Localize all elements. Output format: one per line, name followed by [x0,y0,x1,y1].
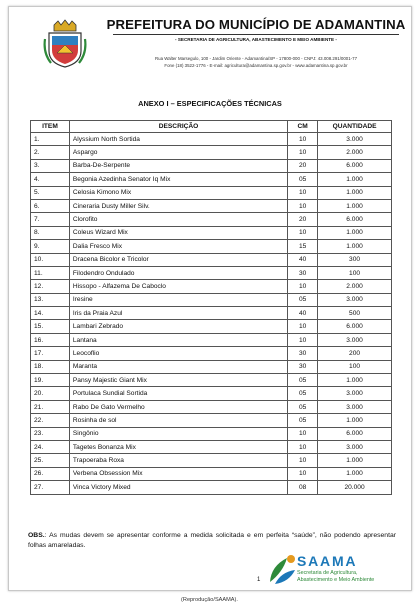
row-quantity-cell: 500 [318,307,392,320]
row-item-cell: 25. [31,454,70,467]
row-quantity-cell: 1.000 [318,226,392,239]
row-description-cell: Maranta [69,360,287,373]
row-item-cell: 16. [31,333,70,346]
table-row [31,186,392,199]
row-cm-cell: 10 [288,440,318,453]
row-cm-cell: 40 [288,307,318,320]
table-row [31,347,392,360]
row-description-cell: Tagetes Bonanza Mix [69,440,287,453]
row-item-cell: 11. [31,266,70,279]
observation-note [28,531,396,551]
table-row [31,414,392,427]
row-quantity-cell: 1.000 [318,374,392,387]
row-quantity-cell: 1.000 [318,186,392,199]
row-quantity-cell: 100 [318,360,392,373]
row-item-cell: 5. [31,186,70,199]
saama-logo [267,550,407,590]
row-quantity-cell: 1.000 [318,454,392,467]
row-item-cell: 27. [31,481,70,494]
specifications-table [30,120,392,495]
row-cm-cell: 10 [288,333,318,346]
prefecture-title: PREFEITURA DO MUNICÍPIO DE ADAMANTINA [106,17,406,32]
table-row [31,293,392,306]
row-cm-cell: 10 [288,280,318,293]
row-quantity-cell: 1.000 [318,414,392,427]
row-quantity-cell: 200 [318,347,392,360]
table-row [31,320,392,333]
row-description-cell: Alyssium North Sortida [69,133,287,146]
row-quantity-cell: 6.000 [318,320,392,333]
table-row [31,374,392,387]
row-item-cell: 18. [31,360,70,373]
secretariat-subtitle: - SECRETARIA DE AGRICULTURA, ABASTECIMENTO E MEIO AMBIENTE - [175,37,337,42]
row-item-cell: 23. [31,427,70,440]
table-row [31,226,392,239]
table-row [31,266,392,279]
saama-wordmark: SAAMA [297,553,358,569]
row-item-cell: 20. [31,387,70,400]
row-cm-cell: 10 [288,133,318,146]
table-row [31,213,392,226]
row-quantity-cell: 6.000 [318,427,392,440]
row-cm-cell: 05 [288,387,318,400]
row-cm-cell: 20 [288,159,318,172]
row-quantity-cell: 100 [318,266,392,279]
row-item-cell: 12. [31,280,70,293]
table-row [31,387,392,400]
row-item-cell: 4. [31,173,70,186]
row-description-cell: Leocoflio [69,347,287,360]
table-row [31,440,392,453]
row-description-cell: Pansy Majestic Giant Mix [69,374,287,387]
saama-subline-1: Secretaria de Agricultura, [297,570,358,576]
table-header-row [31,121,392,133]
table-row [31,467,392,480]
table-row [31,427,392,440]
row-cm-cell: 05 [288,293,318,306]
table-row [31,280,392,293]
row-quantity-cell: 1.000 [318,173,392,186]
table-row [31,454,392,467]
row-item-cell: 9. [31,240,70,253]
row-description-cell: Vinca Victory Mixed [69,481,287,494]
row-description-cell: Portulaca Sundial Sortida [69,387,287,400]
row-cm-cell: 10 [288,186,318,199]
row-description-cell: Coleus Wizard Mix [69,226,287,239]
row-cm-cell: 10 [288,467,318,480]
row-quantity-cell: 3.000 [318,400,392,413]
table-row [31,481,392,494]
row-description-cell: Lambari Zebrado [69,320,287,333]
row-item-cell: 3. [31,159,70,172]
row-cm-cell: 20 [288,213,318,226]
row-description-cell: Rosinha de sol [69,414,287,427]
row-description-cell: Verbena Obsession Mix [69,467,287,480]
row-description-cell: Barba-De-Serpente [69,159,287,172]
row-item-cell: 10. [31,253,70,266]
table-row [31,240,392,253]
saama-leaf-icon [267,552,297,586]
page-number: 1 [257,577,261,583]
table-row [31,133,392,146]
row-item-cell: 14. [31,307,70,320]
table-row [31,253,392,266]
annex-title: ANEXO I – ESPECIFICAÇÕES TÉCNICAS [138,99,282,108]
table-row [31,333,392,346]
row-item-cell: 22. [31,414,70,427]
row-quantity-cell: 1.000 [318,467,392,480]
header-quantity: QUANTIDADE [318,121,392,133]
table-row [31,360,392,373]
row-description-cell: Dracena Bicolor e Tricolor [69,253,287,266]
document-page [8,6,412,591]
table-row [31,400,392,413]
row-description-cell: Iresine [69,293,287,306]
table-row [31,199,392,212]
row-cm-cell: 05 [288,400,318,413]
row-description-cell: Begonia Azedinha Senator Iq Mix [69,173,287,186]
row-quantity-cell: 3.000 [318,133,392,146]
header-item: ITEM [31,121,70,133]
row-cm-cell: 10 [288,427,318,440]
table-row [31,173,392,186]
row-description-cell: Cineraria Dusty Miller Silv. [69,199,287,212]
row-item-cell: 6. [31,199,70,212]
row-cm-cell: 10 [288,146,318,159]
row-cm-cell: 05 [288,374,318,387]
row-item-cell: 13. [31,293,70,306]
row-cm-cell: 05 [288,173,318,186]
row-description-cell: Lantana [69,333,287,346]
row-quantity-cell: 3.000 [318,440,392,453]
row-cm-cell: 05 [288,414,318,427]
row-description-cell: Trapoeraba Roxa [69,454,287,467]
row-cm-cell: 08 [288,481,318,494]
image-caption: (Reprodução/SAAMA). [181,597,238,603]
row-item-cell: 24. [31,440,70,453]
row-quantity-cell: 6.000 [318,159,392,172]
row-cm-cell: 30 [288,347,318,360]
row-description-cell: Celosia Kimono Mix [69,186,287,199]
row-cm-cell: 30 [288,360,318,373]
address-line-2: Fone (18) 3522-1776 - E-mail: agricultura@adamantina.sp.gov.br - www.adamantina.sp.gov.br [164,62,348,68]
row-item-cell: 7. [31,213,70,226]
row-item-cell: 19. [31,374,70,387]
table-row [31,159,392,172]
row-description-cell: Iris da Praia Azul [69,307,287,320]
row-item-cell: 1. [31,133,70,146]
header-cm: CM [288,121,318,133]
row-description-cell: Clorofito [69,213,287,226]
row-quantity-cell: 300 [318,253,392,266]
header-description: DESCRIÇÃO [69,121,287,133]
obs-text: : As mudas devem se apresentar conforme a medida solicitada e em perfeita “saúde”, não podendo apresentar folhas amareladas. [28,532,396,549]
row-cm-cell: 15 [288,240,318,253]
row-quantity-cell: 6.000 [318,213,392,226]
row-description-cell: Singônio [69,427,287,440]
row-description-cell: Rabo De Gato Vermelho [69,400,287,413]
row-item-cell: 17. [31,347,70,360]
header-rule [113,34,399,35]
row-quantity-cell: 3.000 [318,293,392,306]
obs-label: OBS. [28,532,45,539]
row-quantity-cell: 1.000 [318,240,392,253]
row-quantity-cell: 2.000 [318,146,392,159]
saama-subline-2: Abastecimento e Meio Ambiente [297,577,375,583]
row-description-cell: Hissopo - Alfazema De Caboclo [69,280,287,293]
row-cm-cell: 10 [288,199,318,212]
row-quantity-cell: 2.000 [318,280,392,293]
row-description-cell: Dalia Fresco Mix [69,240,287,253]
municipal-crest-icon [43,19,87,69]
table-body [31,133,392,495]
row-item-cell: 15. [31,320,70,333]
row-description-cell: Filodendro Ondulado [69,266,287,279]
row-cm-cell: 10 [288,320,318,333]
row-item-cell: 2. [31,146,70,159]
table-row [31,307,392,320]
row-quantity-cell: 20.000 [318,481,392,494]
row-cm-cell: 10 [288,226,318,239]
row-quantity-cell: 1.000 [318,199,392,212]
row-cm-cell: 40 [288,253,318,266]
row-item-cell: 21. [31,400,70,413]
row-description-cell: Aspargo [69,146,287,159]
row-item-cell: 26. [31,467,70,480]
row-quantity-cell: 3.000 [318,333,392,346]
row-cm-cell: 30 [288,266,318,279]
table-row [31,146,392,159]
address-block [101,56,411,69]
address-line-1: Rua Walter Marsegulo, 100 - Jardim Oriente - Adamantina/SP - 17800-000 - CNPJ: 43.008.291/0001-77 [154,56,358,61]
row-cm-cell: 10 [288,454,318,467]
row-item-cell: 8. [31,226,70,239]
row-quantity-cell: 3.000 [318,387,392,400]
